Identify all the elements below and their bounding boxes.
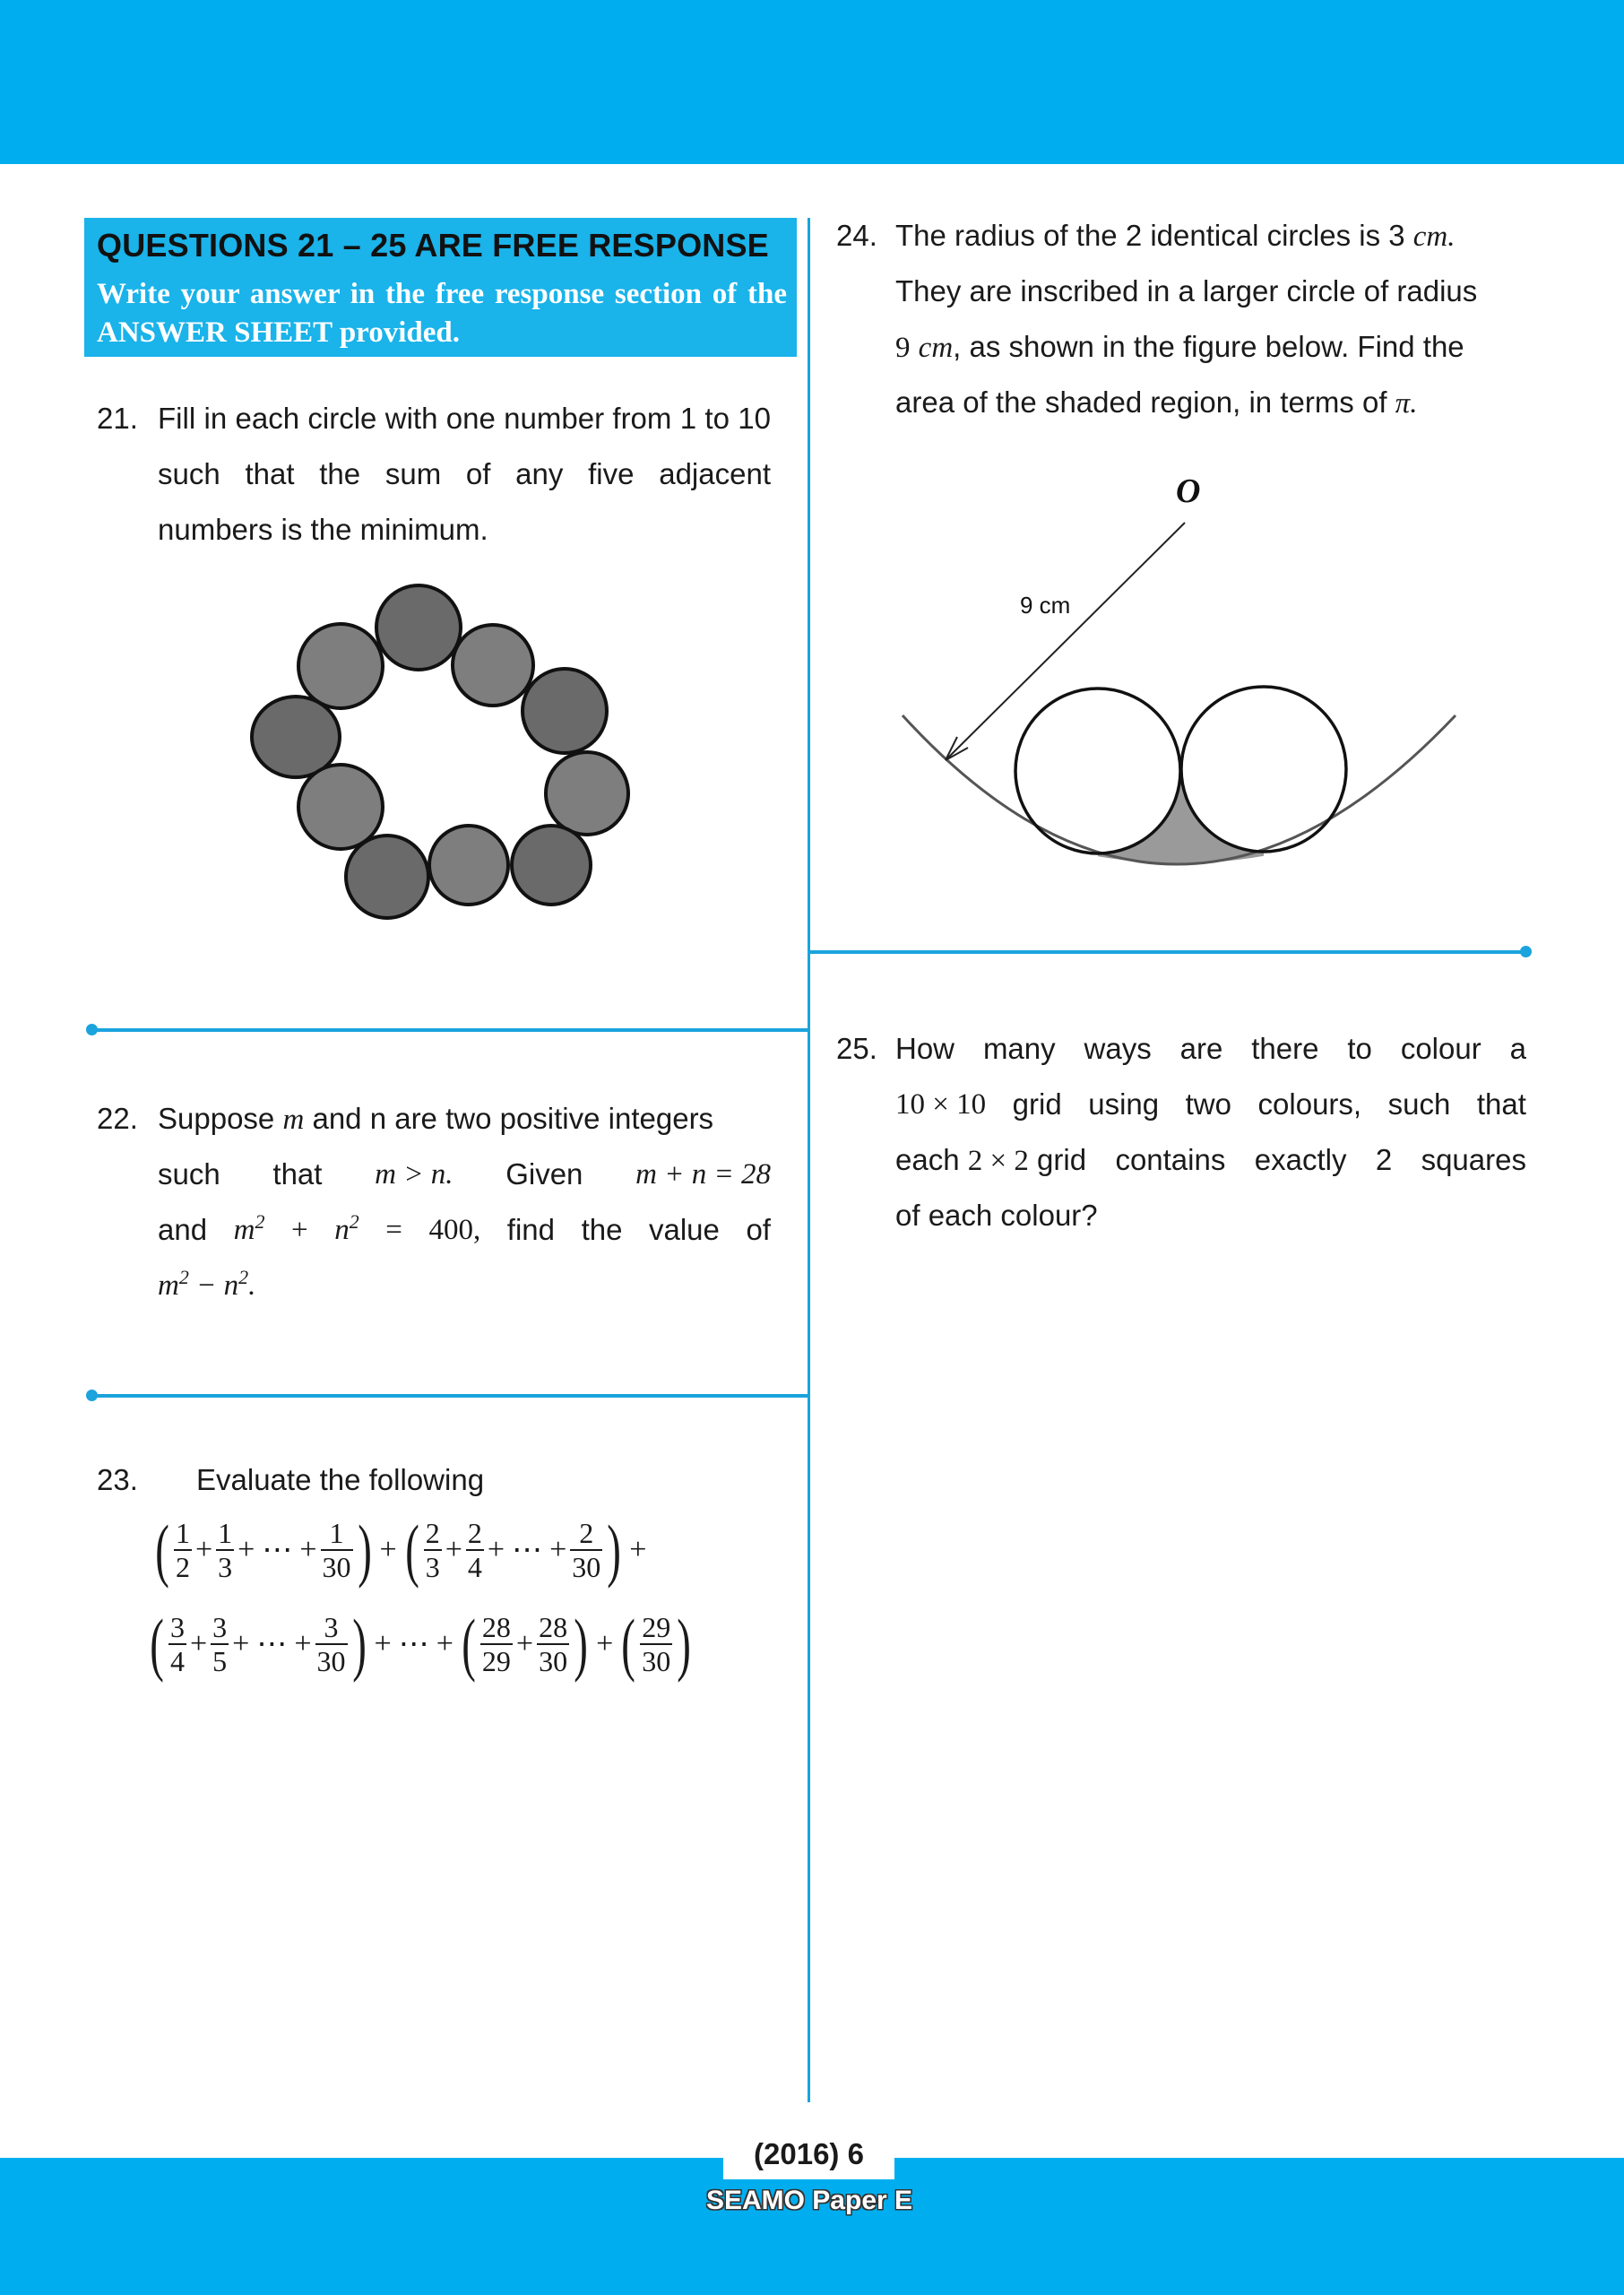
q22-line-4: $m^2 - n^2$. xyxy=(158,1266,256,1302)
circle-6 xyxy=(546,752,628,835)
question-text: Fill in each circle with one number from 1 to 10 such that the sum of any five adjacent numbers is the minimum. xyxy=(158,402,771,546)
radius-label: 9 cm xyxy=(1020,592,1071,619)
free-response-notice xyxy=(84,218,797,357)
inscribed-circles-figure xyxy=(887,448,1497,888)
question-number: 22. xyxy=(97,1102,138,1135)
column-divider xyxy=(808,218,810,2102)
radius-arrow-line xyxy=(946,523,1185,760)
question-number: 25. xyxy=(836,1032,877,1065)
q24-line-1: The radius of the 2 identical circles is 3 cm. xyxy=(895,219,1456,253)
q22-line-1: Suppose m and n are two positive integers xyxy=(158,1102,714,1136)
q24-line-2: They are inscribed in a larger circle of radius xyxy=(895,274,1478,307)
paper-name: SEAMO Paper E xyxy=(705,2186,913,2215)
q23-expression-row-1: ( $\frac{1}{2}$ + $\frac{1}{3}$ + ⋯ + $\frac{1}{30}$ ) + ( $\frac{2}{3}$ + $\frac{2}{4}$ + ⋯ + $\frac{2}{30}$ ) + xyxy=(155,1511,647,1589)
circle-5 xyxy=(252,697,340,777)
circle-3 xyxy=(453,625,533,706)
circle-7 xyxy=(298,765,383,849)
notice-title: QUESTIONS 21 – 25 ARE FREE RESPONSE xyxy=(97,227,769,264)
question-number: 24. xyxy=(836,219,877,252)
q22-line-2: such that m > n. Given m + n = 28 xyxy=(158,1157,771,1191)
question-number: 23. xyxy=(97,1463,138,1496)
circle-4 xyxy=(523,669,607,753)
divider-dot xyxy=(86,1024,98,1035)
divider-dot xyxy=(1520,946,1532,957)
divider-dot xyxy=(86,1390,98,1401)
circle-1 xyxy=(376,585,461,670)
q24-line-4: area of the shaded region, in terms of π. xyxy=(895,385,1418,420)
q25-line-4: of each colour? xyxy=(895,1199,1098,1232)
header-band xyxy=(0,0,1624,164)
q23-prompt: Evaluate the following xyxy=(196,1463,485,1496)
q25-line-3: each 2 × 2 grid contains exactly 2 squares xyxy=(895,1143,1526,1177)
page-number: (2016) 6 xyxy=(754,2137,864,2170)
notice-subtitle: Write your answer in the free response section of the ANSWER SHEET provided. xyxy=(97,278,787,349)
q25-line-2: 10 × 10 grid using two colours, such that xyxy=(895,1087,1526,1121)
divider-q21-q22 xyxy=(91,1028,808,1032)
shaded-region xyxy=(1098,771,1264,879)
q25-line-1: How many ways are there to colour a xyxy=(895,1032,1526,1065)
divider-q24-q25 xyxy=(809,950,1526,954)
question-number: 21. xyxy=(97,402,138,435)
circle-10 xyxy=(512,826,591,905)
circle-2 xyxy=(298,624,383,708)
center-label-o: O xyxy=(1176,472,1201,510)
ring-of-circles-figure xyxy=(242,574,645,932)
q24-line-3: 9 cm, as shown in the figure below. Find the xyxy=(895,330,1464,364)
q23-expression-row-2: ( $\frac{3}{4}$ + $\frac{3}{5}$ + ⋯ + $\frac{3}{30}$ ) + ⋯ + ( $\frac{28}{29}$ + $\frac{28}{30}$ ) + ( $\frac{29}{30}$ ) xyxy=(150,1605,692,1683)
divider-q22-q23 xyxy=(91,1394,808,1398)
circle-9 xyxy=(429,826,508,905)
q22-line-3: and $m^2$ + $n^2$ = 400, find the value of xyxy=(158,1210,771,1246)
circle-8 xyxy=(346,836,428,918)
